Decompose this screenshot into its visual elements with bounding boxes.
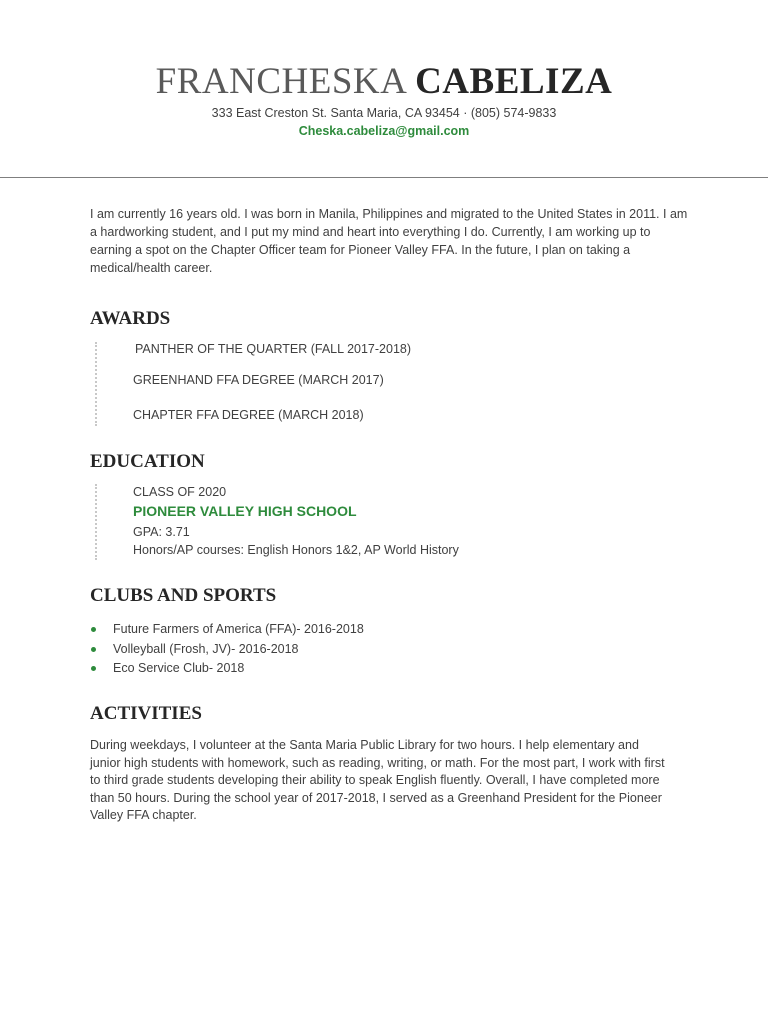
email-address: Cheska.cabeliza@gmail.com [298,124,470,138]
club-label: Future Farmers of America (FFA)- 2016-2018 [113,622,364,636]
applicant-name [0,60,768,104]
award-item: PANTHER OF THE QUARTER (FALL 2017-2018) [135,342,412,356]
first-name: FRANCHESKA [155,61,406,102]
header-divider [0,177,768,178]
clubs-list [90,620,364,679]
bullet-icon [91,647,96,652]
class-year: CLASS OF 2020 [133,485,227,499]
education-heading: EDUCATION [90,451,205,472]
club-label: Eco Service Club- 2018 [113,661,245,675]
awards-heading: AWARDS [90,308,171,329]
bullet-icon [91,666,96,671]
summary-paragraph: I am currently 16 years old. I was born in Manila, Philippines and migrated to the United States in 2011. I am a hardworking student, and I put my mind and heart into everything I do. Currently, I am working up to earning a spot on the Chapter Officer team for Pioneer Valley FFA. In the future, I plan on taking a medical/health career. [90,207,688,275]
courses: Honors/AP courses: English Honors 1&2, AP World History [133,543,459,557]
activities-heading: ACTIVITIES [90,703,202,724]
awards-timeline [95,342,412,426]
club-label: Volleyball (Frosh, JV)- 2016-2018 [113,641,299,656]
list-item [90,659,364,679]
education-timeline [95,484,459,560]
last-name: CABELIZA [415,61,613,102]
list-item [90,640,364,660]
gpa: GPA: 3.71 [133,525,190,539]
list-item [90,620,364,640]
award-item: GREENHAND FFA DEGREE (MARCH 2017) [133,373,384,387]
resume-header [0,0,768,140]
contact-line: 333 East Creston St. Santa Maria, CA 93454 · (805) 574-9833 [211,106,557,120]
activities-paragraph: During weekdays, I volunteer at the Santa Maria Public Library for two hours. I help elementary and junior high students with homework, such as reading, writing, or math. For the most part, I work with first to third grade students developing their ability to speak English fluently. Overall, I have completed more than 50 hours. During the school year of 2017-2018, I served as a Greenhand President for the Pioneer Valley FFA chapter. [90,738,665,822]
clubs-heading: CLUBS AND SPORTS [90,585,277,606]
school-name: PIONEER VALLEY HIGH SCHOOL [133,503,357,519]
award-item: CHAPTER FFA DEGREE (MARCH 2018) [133,408,364,422]
bullet-icon [91,627,96,632]
